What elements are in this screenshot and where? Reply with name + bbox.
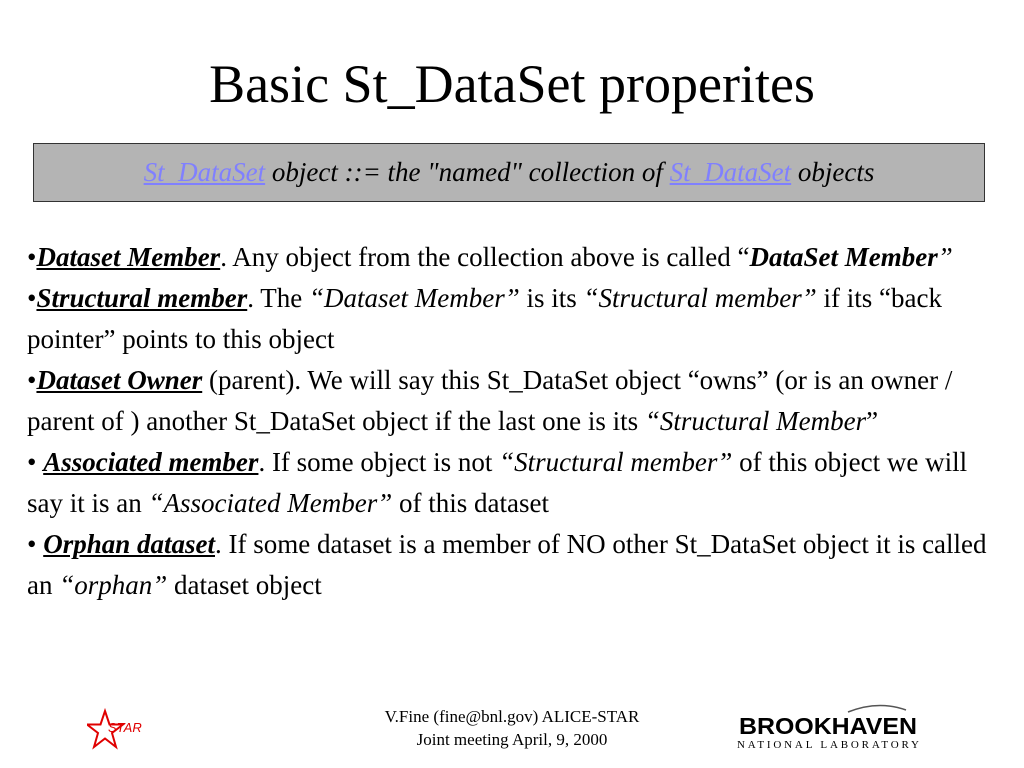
brookhaven-wordmark: BROOKHAVEN — [739, 713, 917, 739]
national-laboratory-text: NATIONAL LABORATORY — [737, 739, 919, 751]
star-logo-text: STAR — [108, 720, 142, 735]
bullet-orphan-dataset: • Orphan dataset. If some dataset is a member of NO other St_DataSet object it is called an “orphan” dataset object — [27, 529, 987, 600]
bullet-associated-member: • Associated member. If some object is not “Structural member” of this object we will say it is an “Associated Member” of this dataset — [27, 447, 968, 518]
term-dataset-owner: Dataset Owner — [36, 365, 203, 395]
footer-meeting: Joint meeting April, 9, 2000 — [416, 730, 608, 749]
definition-box — [33, 143, 985, 202]
st-dataset-link[interactable]: St_DataSet — [143, 157, 266, 187]
bullet-dataset-owner: •Dataset Owner (parent). We will say this St_DataSet object “owns” (or is an owner / parent of ) another St_DataSet object if the last one is its “Structural Member” — [27, 365, 953, 436]
brookhaven-logo — [728, 702, 928, 754]
bullet-structural-member: •Structural member. The “Dataset Member” is its “Structural member” if its “back pointer” points to this object — [27, 283, 942, 354]
bullet-dataset-member: •Dataset Member. Any object from the collection above is called “DataSet Member” — [27, 242, 953, 272]
st-dataset-link-2[interactable]: St_DataSet — [669, 157, 792, 187]
term-orphan-dataset: Orphan dataset — [43, 529, 215, 559]
term-structural-member: Structural member — [36, 283, 248, 313]
bullet-list — [27, 237, 997, 606]
slide-title: Basic St_DataSet properites — [209, 54, 815, 114]
term-associated-member: Associated member — [43, 447, 259, 477]
term-dataset-member: Dataset Member — [36, 242, 221, 272]
footer-author: V.Fine (fine@bnl.gov) ALICE-STAR — [384, 707, 640, 726]
definition-text: St_DataSet object ::= the "named" collection of St_DataSet objects — [143, 157, 875, 187]
